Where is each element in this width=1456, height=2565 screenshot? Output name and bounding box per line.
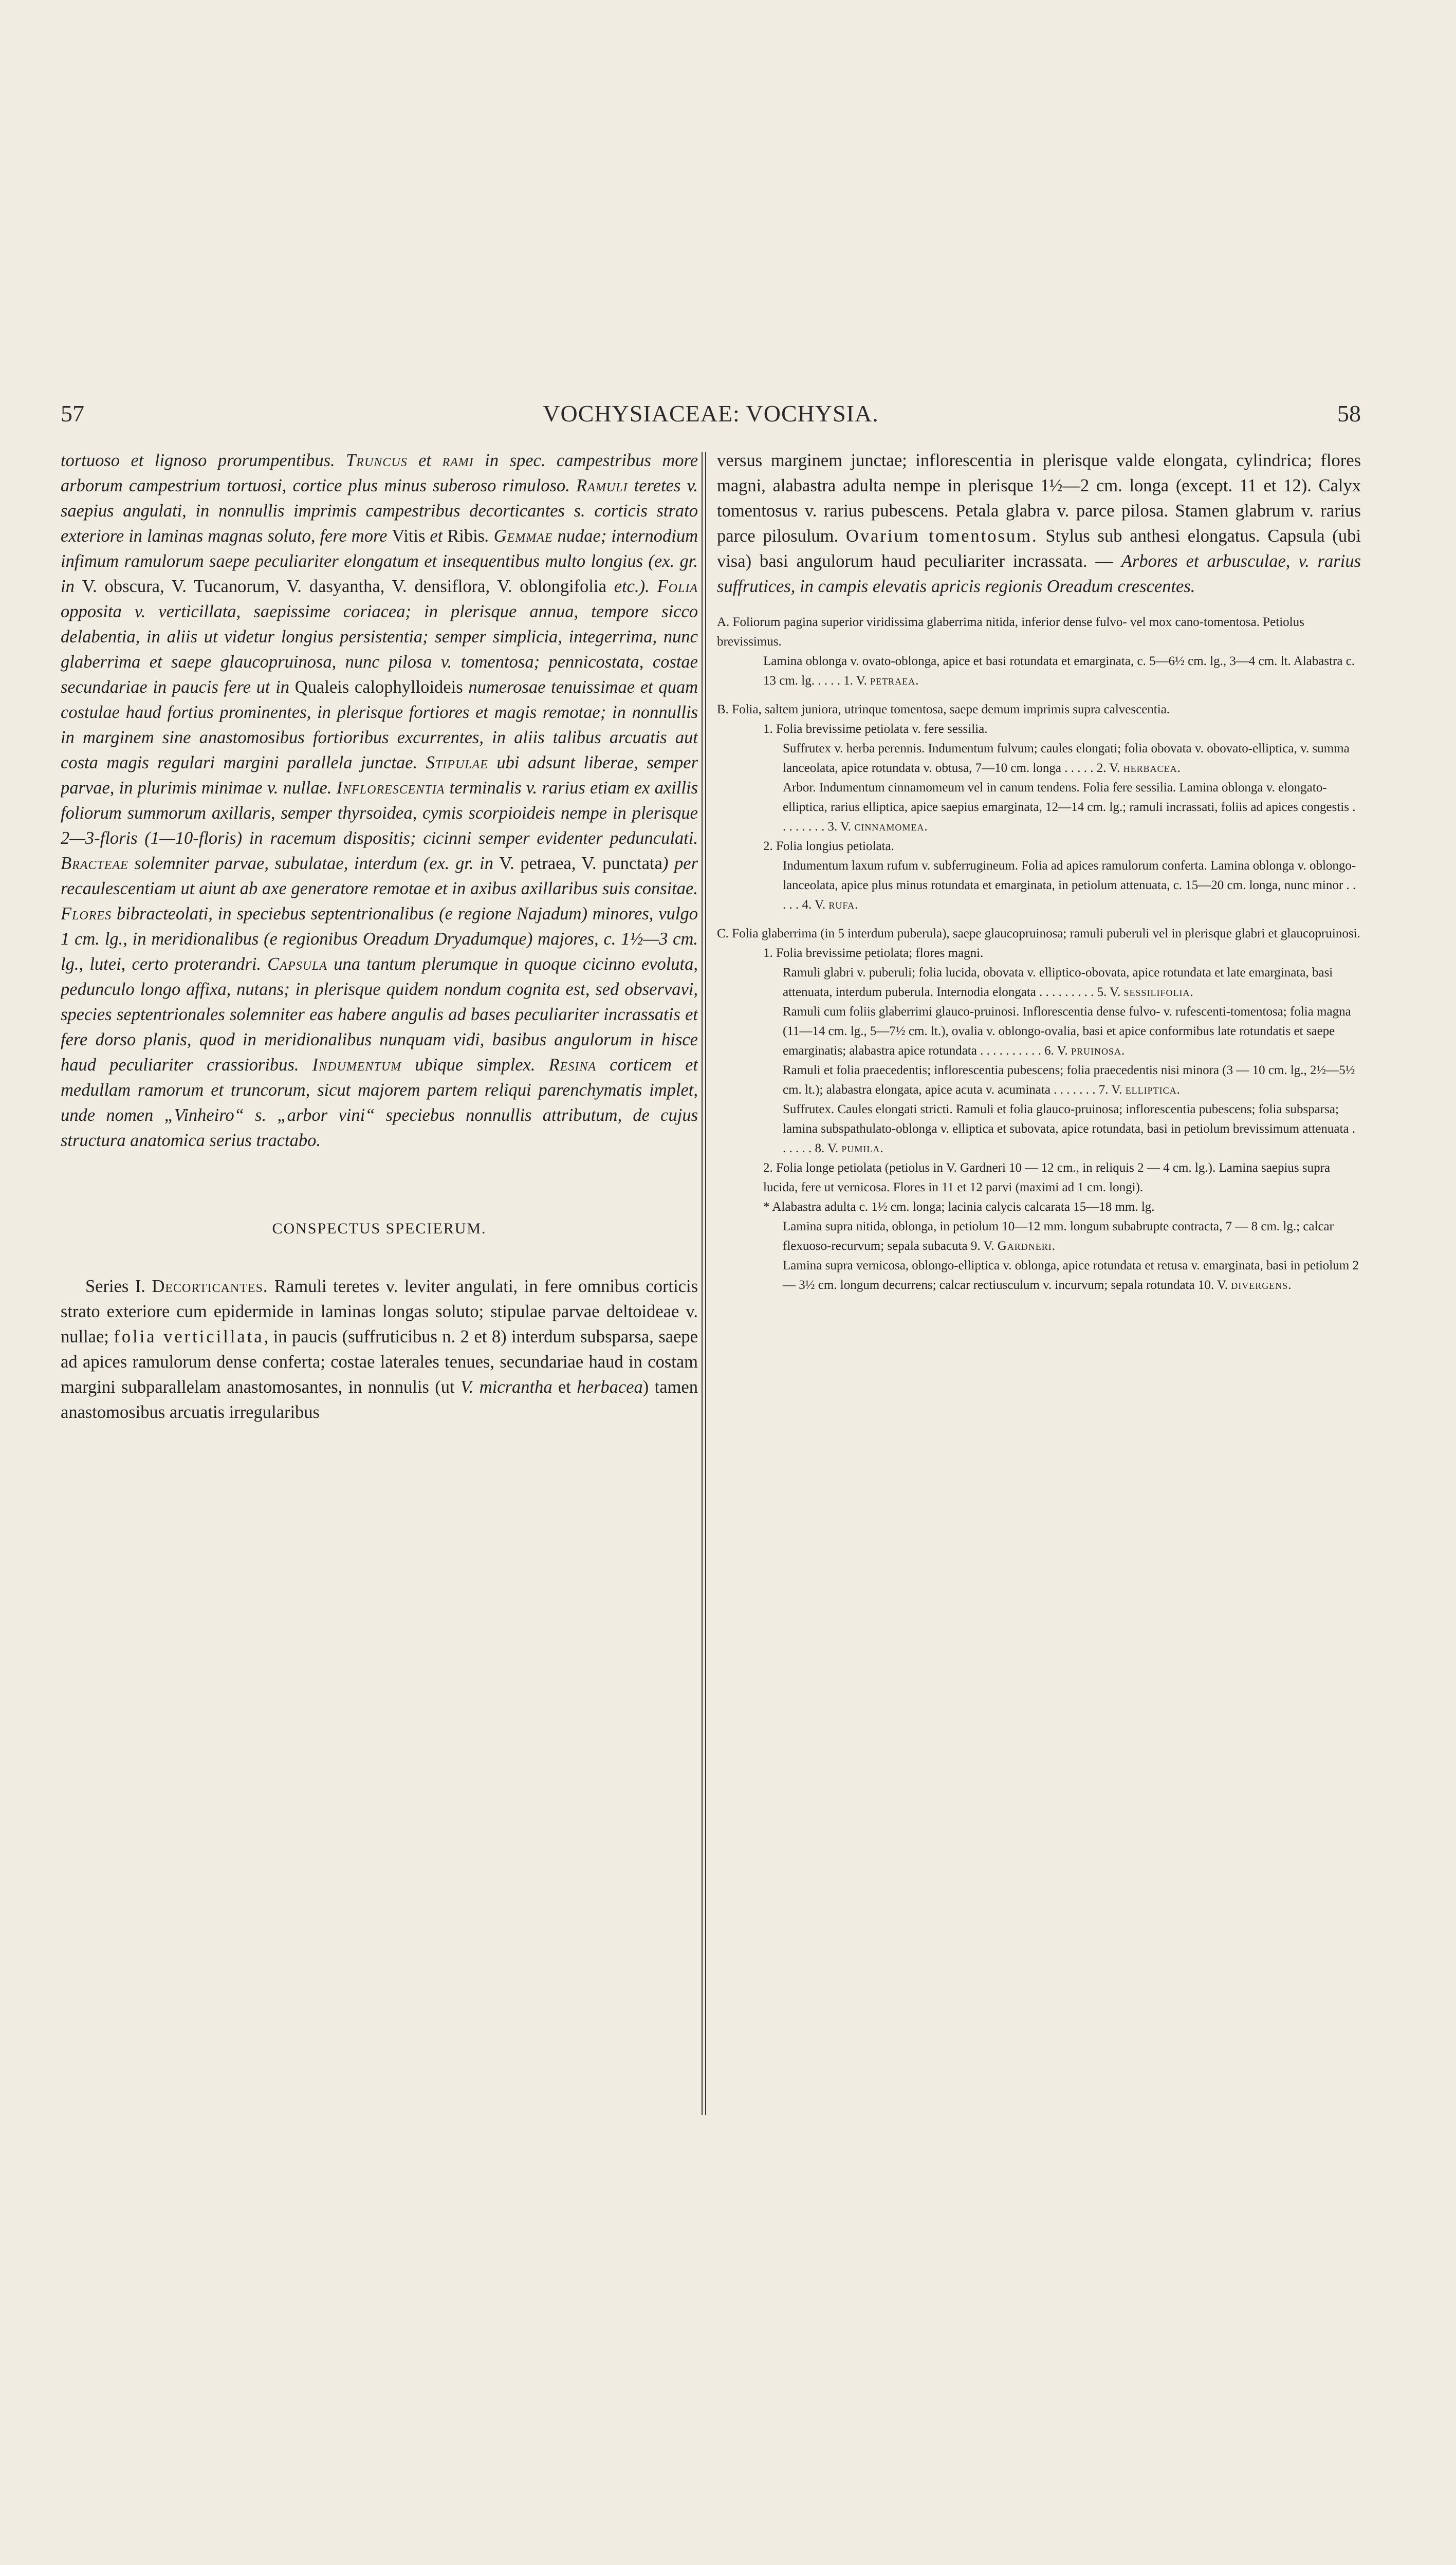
key-lead-C2-star: * Alabastra adulta c. 1½ cm. longa; lacinia calycis calcarata 15—18 mm. lg.: [763, 1200, 1155, 1214]
genus-description: tortuoso et lignoso prorumpentibus. Truncus et rami in spec. campestribus more arborum campestrium tortuosi, cortice plus minus suberoso rimuloso. Ramuli teretes v. saepius angulati, in nonnullis imprimis campestribus decorticantes s. corticis strato exteriore in laminas magnas soluto, fere more Vitis et Ribis. Gemmae nudae; internodium infimum ramulorum saepe peculiariter elongatum et insequentibus multo longius (ex. gr. in V. obscura, V. Tucanorum, V. dasyantha, V. densiflora, V. oblongifolia etc.). Folia opposita v. verticillata, saepissime coriacea; in plerisque annua, tempore sicco delabentia, in aliis ut videtur longius persistentia; semper simplicia, integerrima, nunc glaberrima et saepe glaucopruinosa, nunc pilosa v. tomentosa; pennicostata, costae secundariae in paucis fere ut in Qualeis calophylloideis numerosae tenuissimae et quam costulae haud fortius prominentes, in plerisque fortiores et magis remotae; in nonnullis in marginem sine anastomosibus fortioribus excurrentes, in aliis talibus arcuatis aut costa magis regulari margini parallela junctae. Stipulae ubi adsunt liberae, semper parvae, in plurimis minimae v. nullae. Inflorescentia terminalis v. rarius etiam ex axillis foliorum summorum axillaris, semper thyrsoidea, cymis scorpioideis nempe in plerisque 2—3-floris (1—10-floris) in racemum dispositis; cicinni semper evidenter pedunculati. Bracteae solemniter parvae, subulatae, interdum (ex. gr. in V. petraea, V. punctata) per recaulescentiam ut aiunt ab axe generatore remotae et in axibus axillaribus suis consitae. Flores bibracteolati, in speciebus septentrionalibus (e regione Najadum) minores, vulgo 1 cm. lg., in meridionalibus (e regionibus Oreadum Dryadumque) majores, c. 1½—3 cm. lg., lutei, certo proterandri. Capsula una tantum plerumque in quoque cicinno evoluta, pedunculo longo affixa, nutans; in plerisque quidem nondum cognita est, sed observavi, species septentrionales solemniter eas habere angulis ad bases peculiariter incrassatis et fere dorso planis, quod in meridionalibus nunquam vidi, basibus angulorum in hisce haud peculiariter crassioribus. Indumentum ubique simplex. Resina corticem et medullam ramorum et truncorum, sicut majorem partem reliqui parenchymatis implet, unde nomen „Vinheiro“ s. „arbor vini“ speciebus nonnullis attributum, de cujus structura anatomica serius tractabo.: [61, 451, 698, 1150]
page-number-right: 58: [1337, 400, 1361, 427]
left-column: [61, 448, 698, 2206]
right-column: [717, 448, 1361, 2206]
column-rule: [705, 452, 706, 2115]
column-rule: [702, 452, 703, 2115]
key-entry: Lamina oblonga v. ovato-oblonga, apice et basi rotundata et emarginata, c. 5—6½ cm. lg., 3—4 cm. lt. Alabastra c. 13 cm. lg. . . . . 1. V. petraea.: [763, 654, 1355, 688]
key-entry: Suffrutex. Caules elongati stricti. Ramuli et folia glauco-pruinosa; inflorescentia pubescens; folia subsparsa; lamina subspathulato-oblonga v. elliptica et subovata, apice rotundata, basi in petiolum brevissimum attenuata . . . . . . 8. V. pumila.: [783, 1102, 1356, 1155]
section-heading: CONSPECTUS SPECIERUM.: [272, 1220, 487, 1237]
key-entry: Ramuli glabri v. puberuli; folia lucida, obovata v. elliptico-obovata, apice rotundata et late emarginata, basi attenuata, interdum puberula. Internodia elongata . . . . . . . . . 5. V. sessilifolia.: [783, 966, 1333, 999]
key-entry: Ramuli et folia praecedentis; inflorescentia pubescens; folia praecedentis nisi minora (3 — 10 cm. lg., 2½—5½ cm. lt.); alabastra elongata, apice acuta v. acuminata . . . . . . . 7. V. elliptica.: [783, 1063, 1355, 1097]
key-entry: Lamina supra vernicosa, oblongo-elliptica v. oblonga, apice rotundata et retusa v. emarginata, basi in petiolum 2 — 3½ cm. longum decurrens; calcar rectiusculum v. incurvum; sepala rotundata 10. V. divergens.: [783, 1259, 1359, 1292]
series-description: Series I. Decorticantes. Ramuli teretes v. leviter angulati, in fere omnibus corticis strato exteriore cum epidermide in laminas longas soluto; stipulae parvae deltoideae v. nullae; folia verticillata, in paucis (suffruticibus n. 2 et 8) interdum subsparsa, saepe ad apices ramulorum dense conferta; costae laterales tenues, secundariae haud in costam margini subparallelam anastomosantes, in nonnulis (ut V. micrantha et herbacea) tamen anastomosibus arcuatis irregularibus: [61, 1277, 698, 1422]
key-entry: Lamina supra nitida, oblonga, in petiolum 10—12 mm. longum subabrupte contracta, 7 — 8 cm. lg.; calcar flexuoso-recurvum; sepala subacuta 9. V. Gardneri.: [783, 1220, 1334, 1253]
key-lead-B1: 1. Folia brevissime petiolata v. fere sessilia.: [763, 722, 988, 736]
series-description-cont: versus marginem junctae; inflorescentia in plerisque valde elongata, cylindrica; flores magni, alabastra adulta nempe in plerisque 1½—2 cm. longa (except. 11 et 12). Calyx tomentosus v. rarius pubescens. Petala glabra v. parce pilosa. Stamen glabrum v. rarius parce pilosulum. Ovarium tomentosum. Stylus sub anthesi elongatus. Capsula (ubi visa) basi angulorum haud peculiariter incrassata. — Arbores et arbusculae, v. rarius suffrutices, in campis elevatis apricis regionis Oreadum crescentes.: [717, 451, 1361, 596]
key-entry: Ramuli cum foliis glaberrimi glauco-pruinosi. Inflorescentia dense fulvo- v. rufescenti-tomentosa; folia magna (11—14 cm. lg., 5—7½ cm. lt.), ovalia v. oblongo-ovalia, basi et apice conformibus late rotundatis et saepe emarginatis; alabastra apice rotundata . . . . . . . . . . 6. V. pruinosa.: [783, 1005, 1351, 1058]
page-number-left: 57: [61, 400, 84, 427]
key-lead-B2: 2. Folia longius petiolata.: [763, 839, 894, 853]
key-lead-C2: 2. Folia longe petiolata (petiolus in V. Gardneri 10 — 12 cm., in reliquis 2 — 4 cm. lg.). Lamina saepius supra lucida, fere ut vernicosa. Flores in 11 et 12 parvi (maximi ad 1 cm. longi).: [763, 1161, 1331, 1194]
key-entry: Suffrutex v. herba perennis. Indumentum fulvum; caules elongati; folia obovata v. obovato-elliptica, v. summa lanceolata, apice rotundata v. obtusa, 7—10 cm. longa . . . . . 2. V. herbacea.: [783, 742, 1350, 775]
key-lead-B: B. Folia, saltem juniora, utrinque tomentosa, saepe demum imprimis supra calvescentia.: [717, 703, 1170, 716]
running-header: [61, 400, 1361, 431]
key-entry: Indumentum laxum rufum v. subferrugineum. Folia ad apices ramulorum conferta. Lamina oblonga v. oblongo-lanceolata, apice plus minus rotundata et emarginata, in petiolum attenuata, c. 15—20 cm. longa, nunc minor . . . . . 4. V. rufa.: [783, 859, 1356, 912]
key-lead-C: C. Folia glaberrima (in 5 interdum puberula), saepe glaucopruinosa; ramuli puberuli vel in plerisque glabri et glaucopruinosi.: [717, 927, 1360, 940]
key-lead-A: A. Foliorum pagina superior viridissima glaberrima nitida, inferior dense fulvo- vel mox cano-tomentosa. Petiolus brevissimus.: [717, 615, 1304, 649]
key-entry: Arbor. Indumentum cinnamomeum vel in canum tendens. Folia fere sessilia. Lamina oblonga v. elongato-elliptica, rarius elliptica, apice saepius emarginata, 12—14 cm. lg.; ramuli incrassati, foliis ad apices congestis . . . . . . . . 3. V. cinnamomea.: [783, 781, 1356, 834]
running-title: VOCHYSIACEAE: VOCHYSIA.: [543, 400, 879, 427]
species-key: [717, 603, 1361, 1295]
key-lead-C1: 1. Folia brevissime petiolata; flores magni.: [763, 946, 984, 960]
